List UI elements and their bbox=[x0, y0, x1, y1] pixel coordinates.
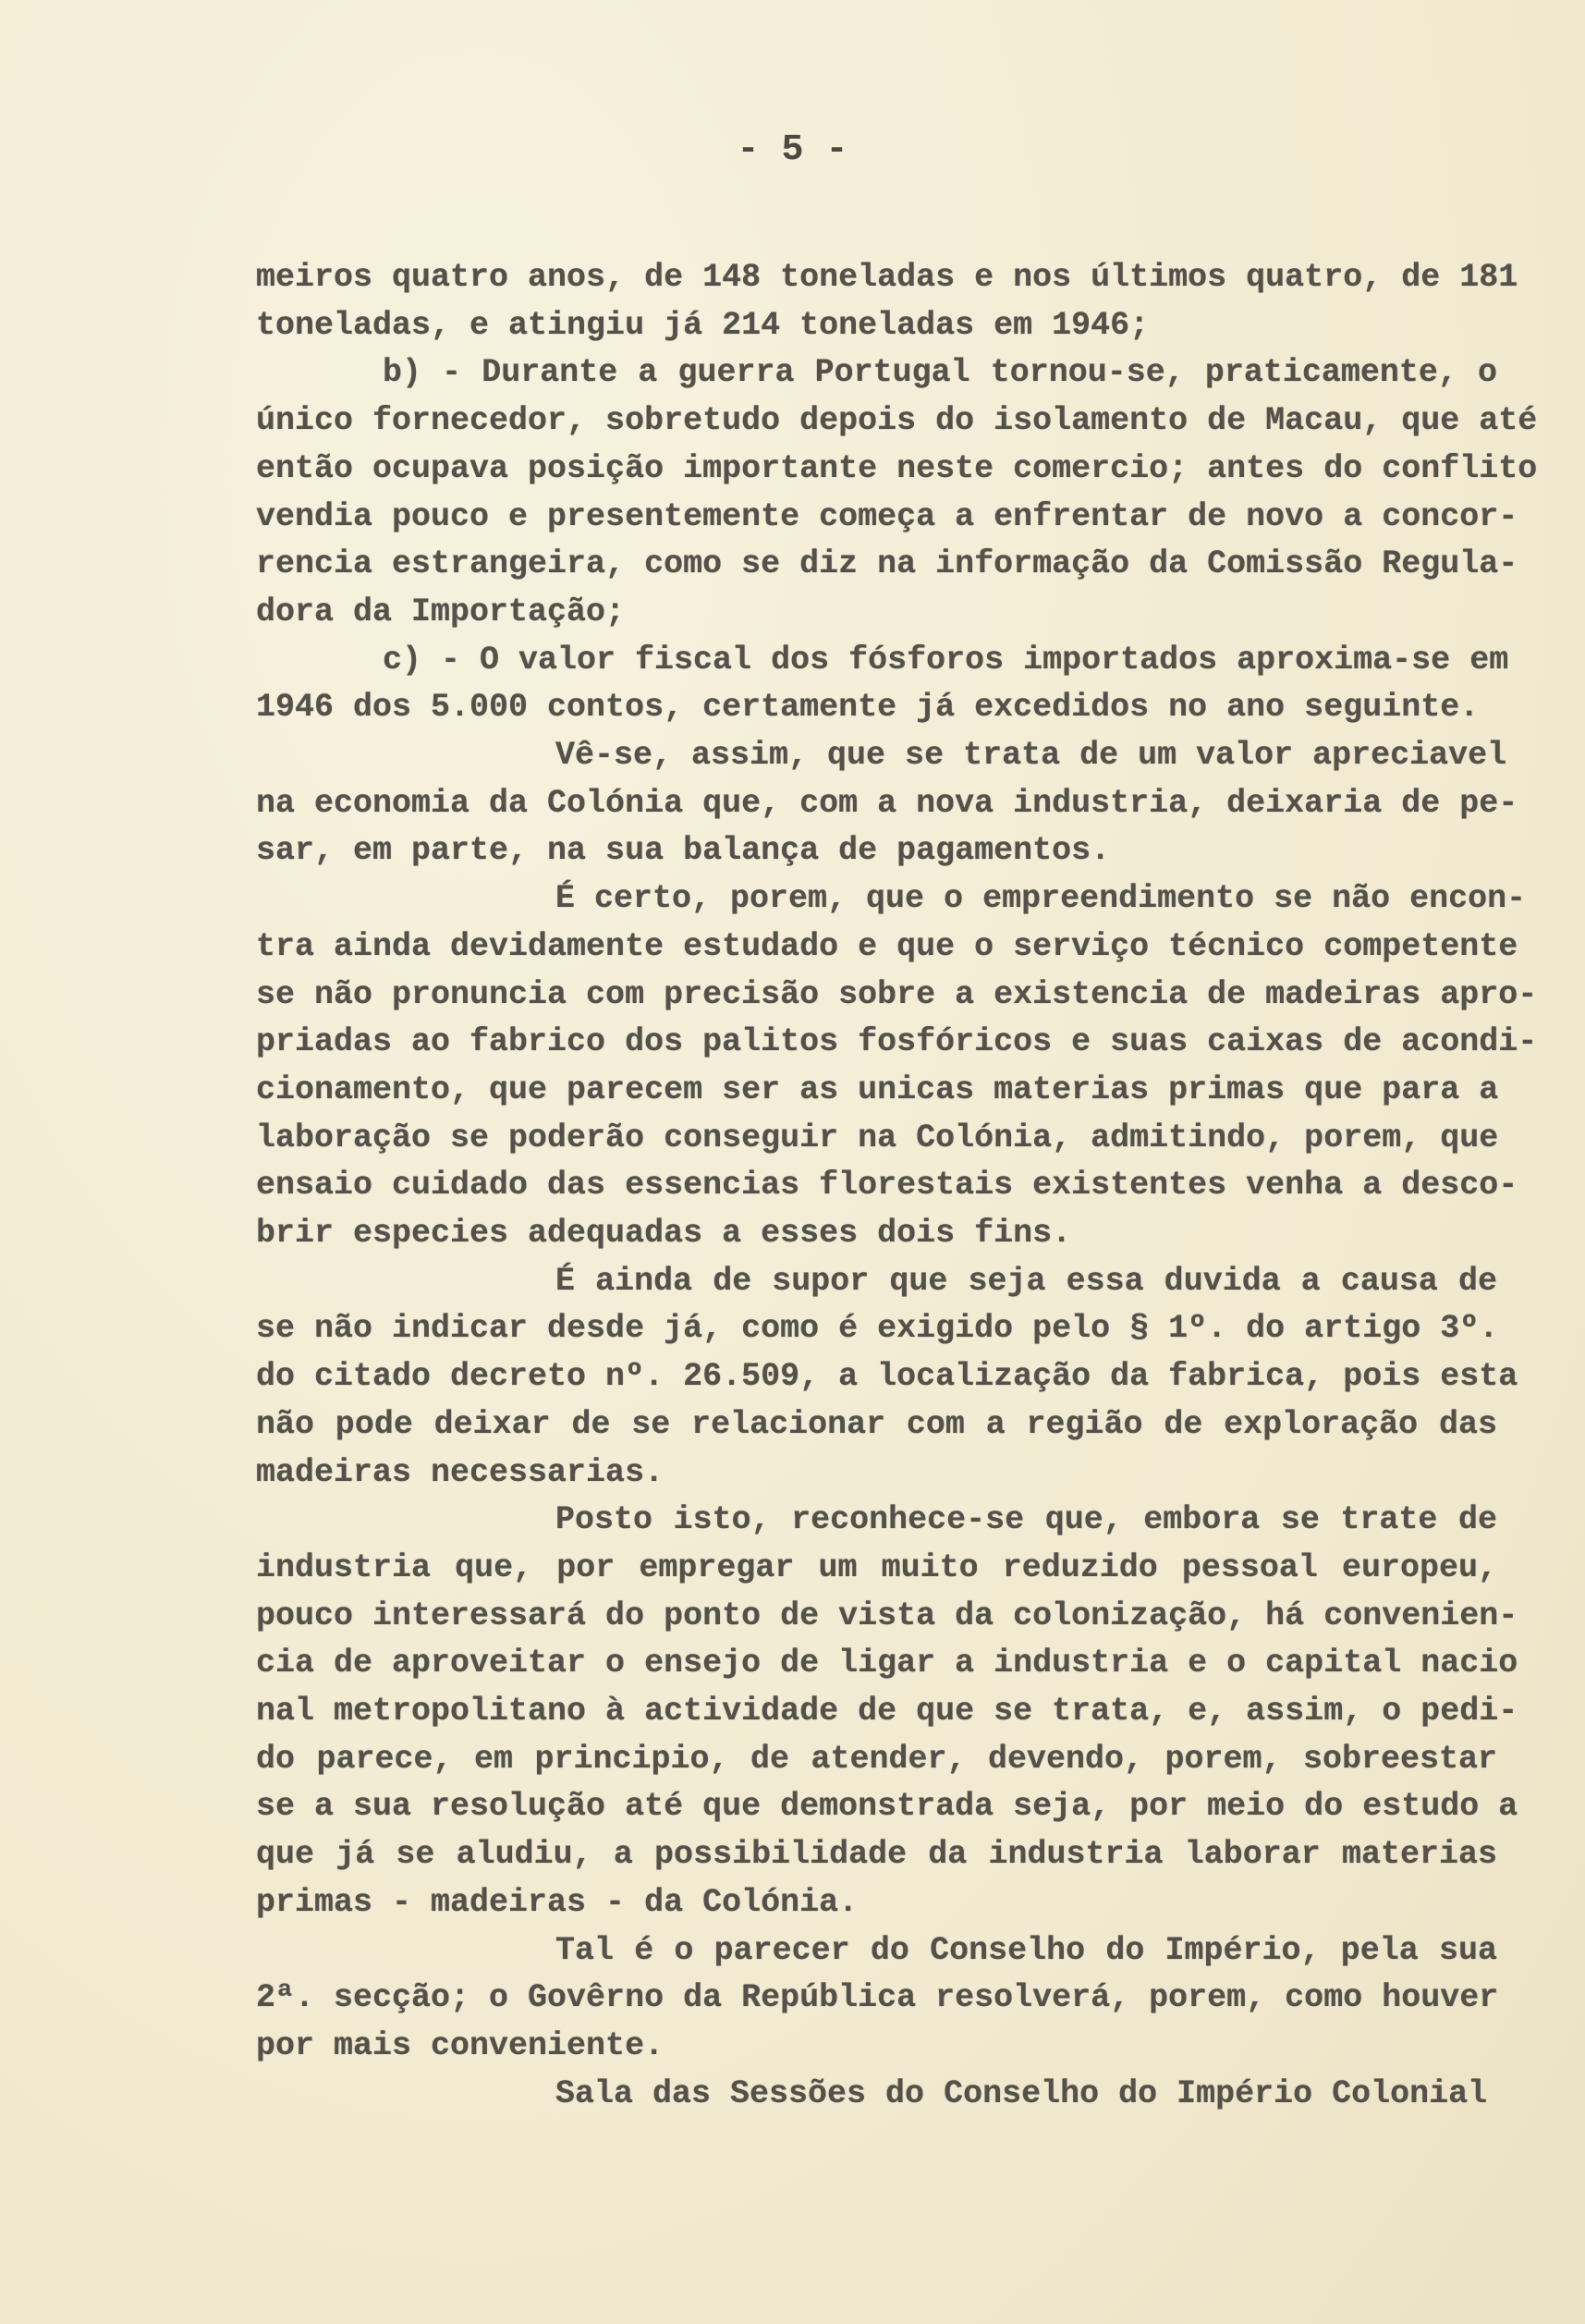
text-line: cia de aproveitar o ensejo de ligar a industria e o capital nacio bbox=[256, 1645, 1518, 1682]
text-line: 1946 dos 5.000 contos, certamente já excedidos no ano seguinte. bbox=[256, 689, 1480, 726]
text-line: na economia da Colónia que, com a nova industria, deixaria de pe- bbox=[256, 785, 1518, 822]
text-line: b) - Durante a guerra Portugal tornou-se, praticamente, o bbox=[383, 354, 1497, 391]
text-line: vendia pouco e presentemente começa a enfrentar de novo a concor- bbox=[256, 498, 1518, 535]
text-line: priadas ao fabrico dos palitos fosfóricos e suas caixas de acondi- bbox=[256, 1023, 1538, 1060]
text-line: se a sua resolução até que demonstrada seja, por meio do estudo a bbox=[256, 1788, 1518, 1825]
text-line: meiros quatro anos, de 148 toneladas e nos últimos quatro, de 181 bbox=[256, 259, 1518, 296]
text-line: Sala das Sessões do Conselho do Império Colonial bbox=[555, 2075, 1488, 2112]
text-line: cionamento, que parecem ser as unicas materias primas que para a bbox=[256, 1071, 1499, 1108]
text-line: dora da Importação; bbox=[256, 593, 626, 630]
page-number: - 5 - bbox=[737, 129, 848, 171]
text-line: rencia estrangeira, como se diz na informação da Comissão Regula- bbox=[256, 545, 1518, 582]
text-line: madeiras necessarias. bbox=[256, 1454, 664, 1491]
text-line: toneladas, e atingiu já 214 toneladas em 1946; bbox=[256, 307, 1150, 344]
text-line: por mais conveniente. bbox=[256, 2027, 664, 2064]
text-line: tra ainda devidamente estudado e que o serviço técnico competente bbox=[256, 928, 1518, 965]
text-line: sar, em parte, na sua balança de pagamentos. bbox=[256, 832, 1111, 869]
text-line: Posto isto, reconhece-se que, embora se trate de bbox=[555, 1501, 1497, 1538]
text-line: do citado decreto nº. 26.509, a localização da fabrica, pois esta bbox=[256, 1358, 1518, 1395]
text-line: se não indicar desde já, como é exigido pelo § 1º. do artigo 3º. bbox=[256, 1310, 1499, 1347]
text-line: ensaio cuidado das essencias florestais existentes venha a desco- bbox=[256, 1167, 1518, 1204]
text-line: Vê-se, assim, que se trata de um valor apreciavel bbox=[555, 737, 1507, 774]
text-line: c) - O valor fiscal dos fósforos importados aproxima-se em bbox=[383, 642, 1509, 679]
text-line: É ainda de supor que seja essa duvida a causa de bbox=[555, 1263, 1497, 1300]
text-line: do parece, em principio, de atender, devendo, porem, sobreestar bbox=[256, 1741, 1497, 1778]
text-line: laboração se poderão conseguir na Colónia, admitindo, porem, que bbox=[256, 1119, 1499, 1156]
text-line: nal metropolitano à actividade de que se trata, e, assim, o pedi- bbox=[256, 1693, 1518, 1730]
text-line: pouco interessará do ponto de vista da colonização, há convenien- bbox=[256, 1597, 1518, 1634]
text-line: É certo, porem, que o empreendimento se não encon- bbox=[555, 880, 1527, 917]
text-line: único fornecedor, sobretudo depois do isolamento de Macau, que até bbox=[256, 402, 1538, 439]
text-line: primas - madeiras - da Colónia. bbox=[256, 1884, 859, 1921]
text-line: 2ª. secção; o Govêrno da República resolverá, porem, como houver bbox=[256, 1979, 1499, 2016]
text-line: brir especies adequadas a esses dois fins. bbox=[256, 1215, 1072, 1252]
text-line: não pode deixar de se relacionar com a região de exploração das bbox=[256, 1406, 1497, 1443]
text-line: se não pronuncia com precisão sobre a existencia de madeiras apro- bbox=[256, 976, 1538, 1013]
text-line: que já se aludiu, a possibilidade da industria laborar materias bbox=[256, 1836, 1497, 1873]
text-line: Tal é o parecer do Conselho do Império, pela sua bbox=[555, 1932, 1497, 1969]
text-line: industria que, por empregar um muito reduzido pessoal europeu, bbox=[256, 1549, 1497, 1586]
text-line: então ocupava posição importante neste comercio; antes do conflito bbox=[256, 450, 1538, 487]
